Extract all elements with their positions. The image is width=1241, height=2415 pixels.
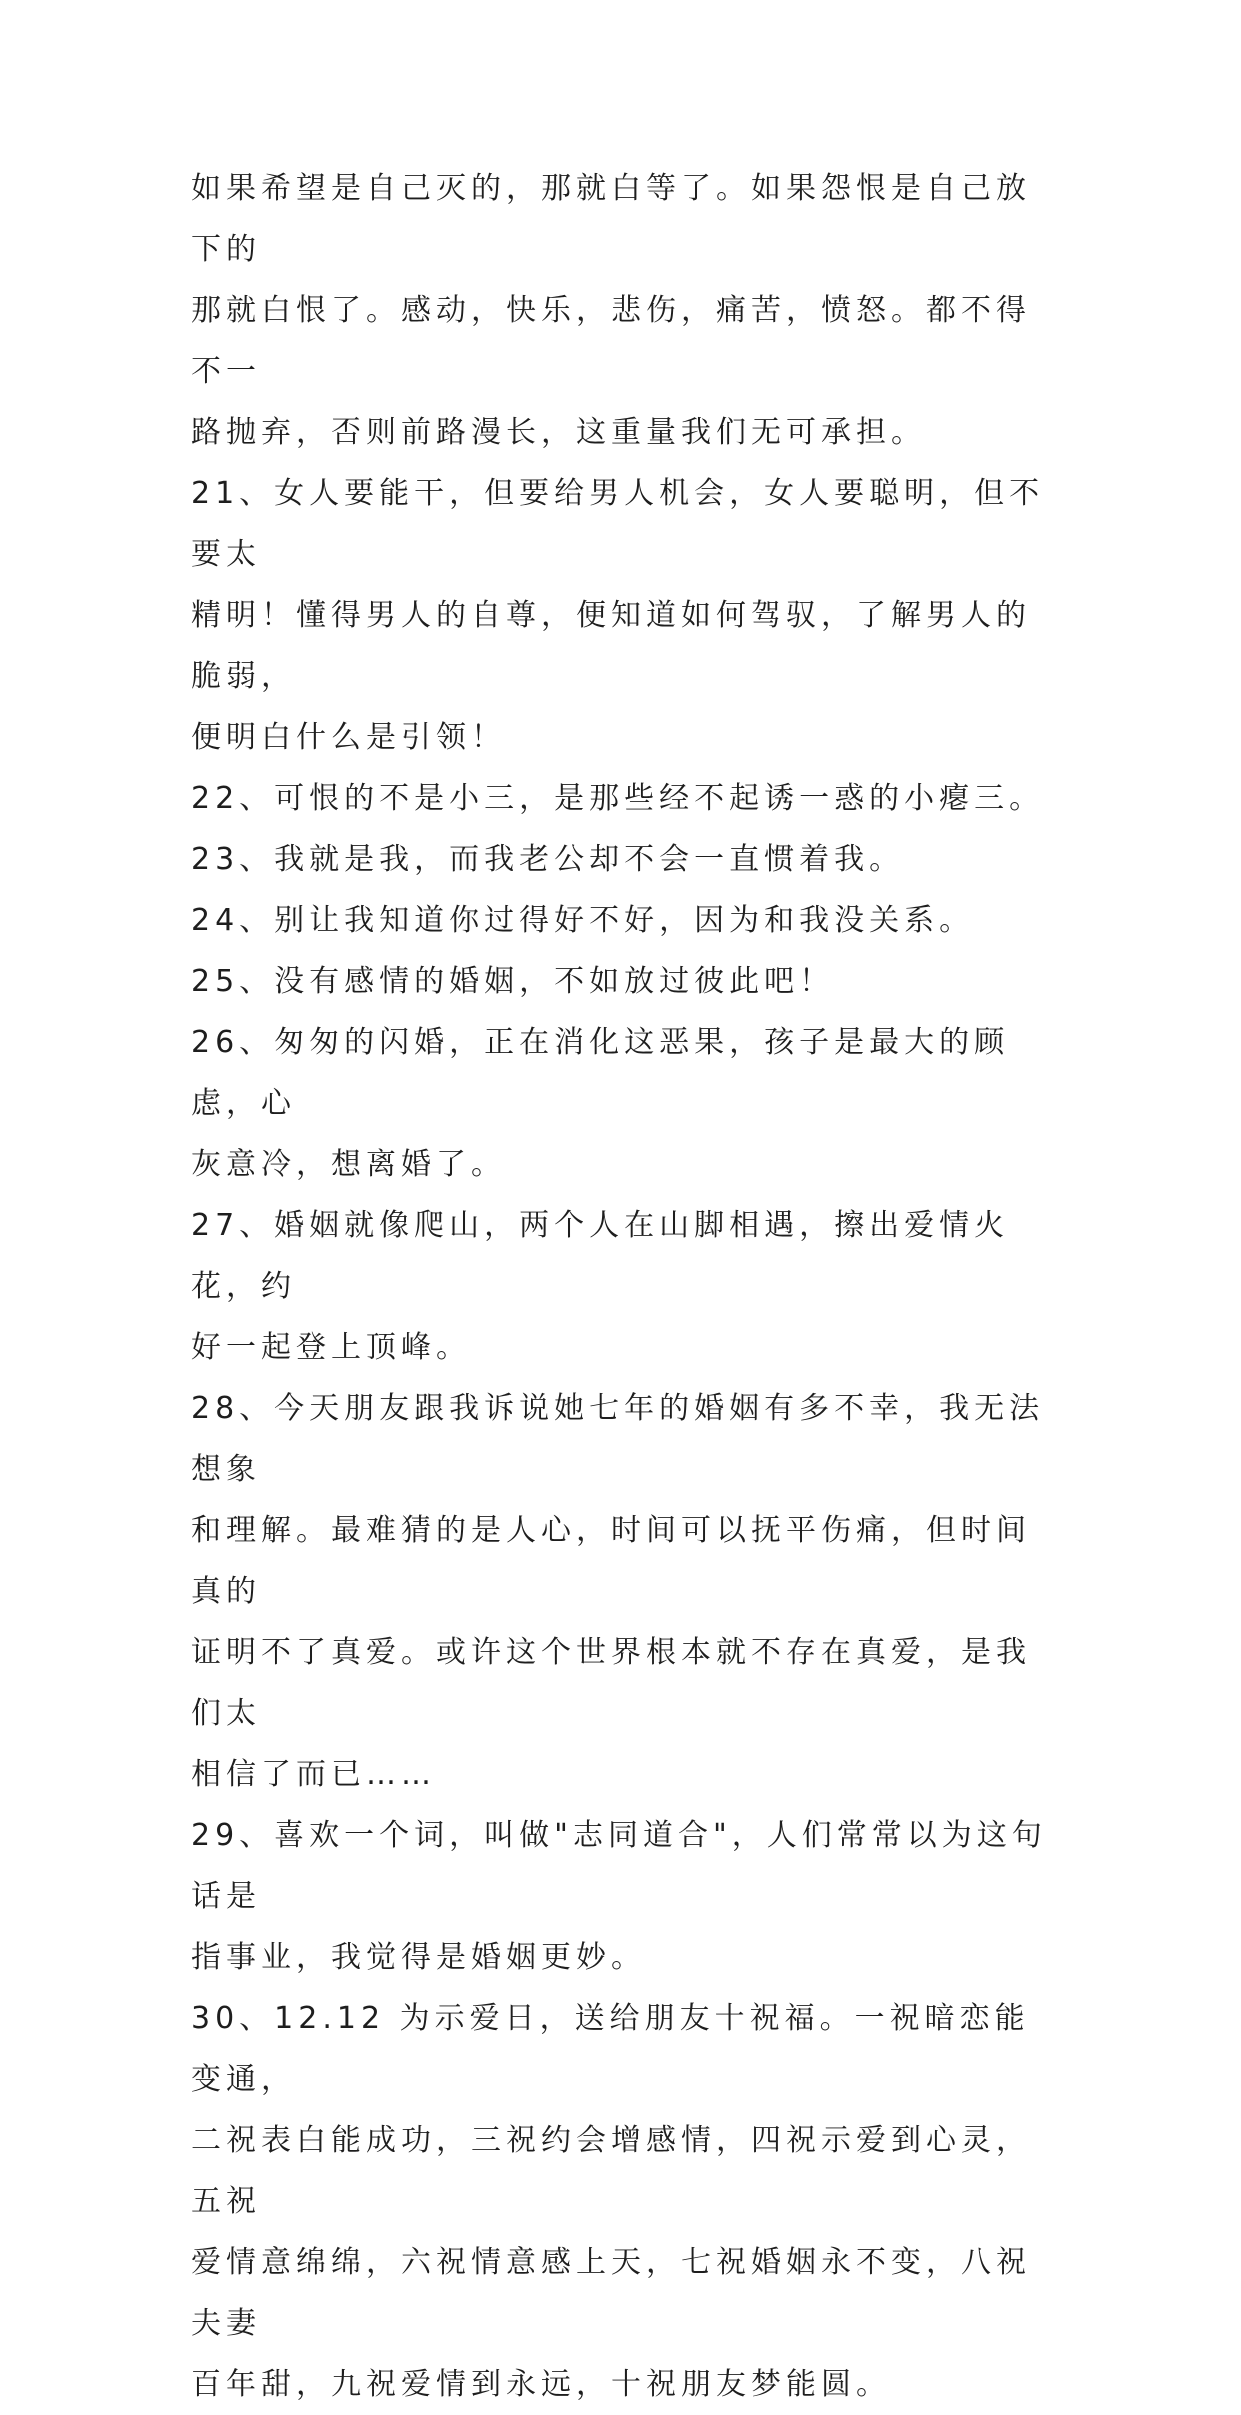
document-body — [191, 158, 1053, 2415]
paragraph-item-26: 26、匆匆的闪婚，正在消化这恶果，孩子是最大的顾虑，心 灰意冷，想离婚了。 — [191, 1025, 1010, 1182]
paragraph-item-22: 22、可恨的不是小三，是那些经不起诱一惑的小瘪三。 — [191, 781, 1045, 816]
paragraph-item-23: 23、我就是我，而我老公却不会一直惯着我。 — [191, 842, 905, 877]
paragraph-intro: 如果希望是自己灭的，那就白等了。如果怨恨是自己放下的 那就白恨了。感动，快乐，悲伤，痛苦，愤怒。都不得不一 路抛弃，否则前路漫长，这重量我们无可承担。 — [191, 171, 1031, 450]
paragraph-item-25: 25、没有感情的婚姻，不如放过彼此吧！ — [191, 964, 835, 999]
paragraph-item-24: 24、别让我知道你过得好不好，因为和我没关系。 — [191, 903, 975, 938]
paragraph-item-29: 29、喜欢一个词，叫做"志同道合"，人们常常以为这句话是 指事业，我觉得是婚姻更妙。 — [191, 1818, 1047, 1975]
paragraph-item-27: 27、婚姻就像爬山，两个人在山脚相遇，擦出爱情火花，约 好一起登上顶峰。 — [191, 1208, 1010, 1365]
paragraph-item-28: 28、今天朋友跟我诉说她七年的婚姻有多不幸，我无法想象 和理解。最难猜的是人心，时间可以抚平伤痛，但时间真的 证明不了真爱。或许这个世界根本就不存在真爱，是我们太 相信了而已…… — [191, 1391, 1045, 1792]
paragraph-item-21: 21、女人要能干，但要给男人机会，女人要聪明，但不要太 精明！懂得男人的自尊，便知道如何驾驭，了解男人的脆弱， 便明白什么是引领！ — [191, 476, 1045, 755]
paragraph-item-30: 30、12.12 为示爱日，送给朋友十祝福。一祝暗恋能变通， 二祝表白能成功，三祝约会增感情，四祝示爱到心灵，五祝 爱情意绵绵，六祝情意感上天，七祝婚姻永不变，八祝夫妻 百年甜，九祝爱情到永远，十祝朋友梦能圆。 — [191, 2001, 1031, 2402]
